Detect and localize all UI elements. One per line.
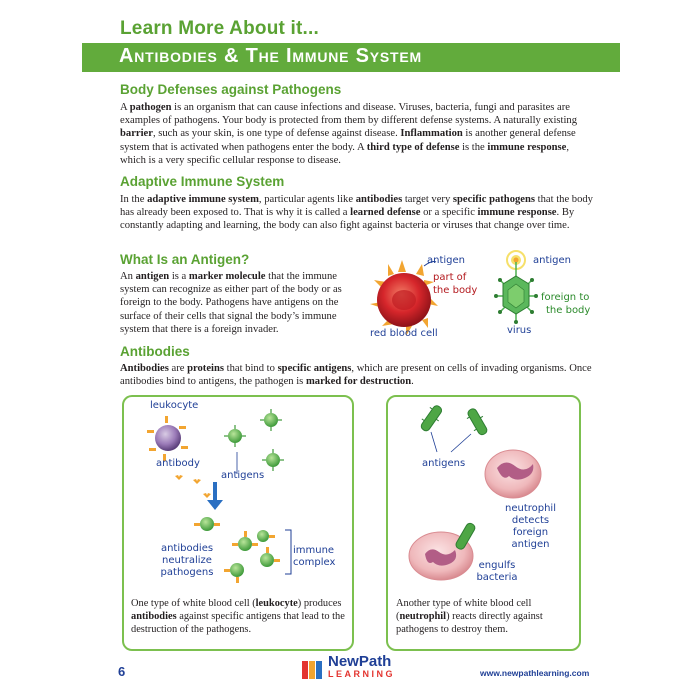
logo-line2: LEARNING <box>328 669 395 679</box>
caption-leukocyte: One type of white blood cell (leukocyte) produces antibodies against specific antigens that lead to the destruction of the pathogens. <box>131 598 345 635</box>
bacteria-rods <box>417 403 491 438</box>
label-antigens-left: antigens <box>221 470 265 481</box>
paragraph-antigen: An antigen is a marker molecule that the immune system can recognize as either part of the body or as foreign to the body. Pathogens have antigens on the surface of their cells that signal the body’s immune system that there is a foreign invader. <box>120 271 342 335</box>
label-neutrophil-detects: neutrophil detects foreign antigen <box>504 503 556 550</box>
paragraph-body-defenses: A pathogen is an organism that can cause infections and disease. Viruses, bacteria, fungi and parasites are examples of pathogens. Your body is protected from them by different defense systems. A naturally existing barrier, such as your skin, is one type of defense against disease. Inflammation is another general defense system that is activated when pathogens enter the body. A third type of defense is the immune response, which is a very specific cellular response to disease. <box>120 102 578 166</box>
paragraph-adaptive-immune: In the adaptive immune system, particular agents like antibodies target very specific pathogens that the body has already been exposed to. That is why it is called a learned defense or a specific immune response. By constantly adapting and learning, the body can also fight against bacteria or viruses that change over time. <box>120 194 593 232</box>
down-arrow <box>207 482 223 510</box>
page-title: Antibodies & The Immune System <box>119 45 423 67</box>
label-leukocyte: leukocyte <box>150 400 199 411</box>
label-antigen-virus: antigen <box>533 255 572 266</box>
heading-what-is-antigen: What Is an Antigen? <box>120 252 250 267</box>
label-the-body-2: the body <box>546 305 591 316</box>
caption-neutrophil: Another type of white blood cell (neutrophil) reacts directly against pathogens to destroy them. <box>396 598 543 635</box>
antigen-viruses <box>224 409 284 471</box>
page-number: 6 <box>118 664 126 679</box>
website-url[interactable]: www.newpathlearning.com <box>480 668 590 678</box>
heading-body-defenses: Body Defenses against Pathogens <box>120 82 342 97</box>
label-antibodies-neutralize: antibodies neutralize pathogens <box>160 543 214 578</box>
page-kicker: Learn More About it... <box>120 18 319 39</box>
heading-adaptive-immune: Adaptive Immune System <box>120 174 285 189</box>
label-foreign-to: foreign to <box>541 292 590 303</box>
paragraph-antibodies: Antibodies are proteins that bind to specific antigens, which are present on cells of invading organisms. Once antibodies bind to antigens, the pathogen is marked for destruction. <box>120 363 592 388</box>
neutrophil-cell-2 <box>409 522 476 580</box>
label-engulfs-bacteria: engulfs bacteria <box>476 560 518 583</box>
label-the-body: the body <box>433 285 478 296</box>
leukocyte-cell <box>155 425 181 451</box>
title-banner <box>82 43 620 72</box>
label-red-blood-cell: red blood cell <box>370 328 438 339</box>
heading-antibodies: Antibodies <box>120 344 190 359</box>
label-antigen-rbc: antigen <box>427 255 466 266</box>
book-icon <box>300 657 326 683</box>
label-part-of: part of <box>433 272 467 283</box>
free-antibodies <box>175 475 211 498</box>
label-immune-complex: immune complex <box>293 545 336 568</box>
label-antibody: antibody <box>156 458 200 469</box>
logo-line1: NewPath <box>328 653 392 670</box>
label-antigens-right: antigens <box>422 458 466 469</box>
label-virus: virus <box>507 325 532 336</box>
neutrophil-cell-1 <box>485 450 541 498</box>
immune-complex-bracket <box>285 530 291 574</box>
